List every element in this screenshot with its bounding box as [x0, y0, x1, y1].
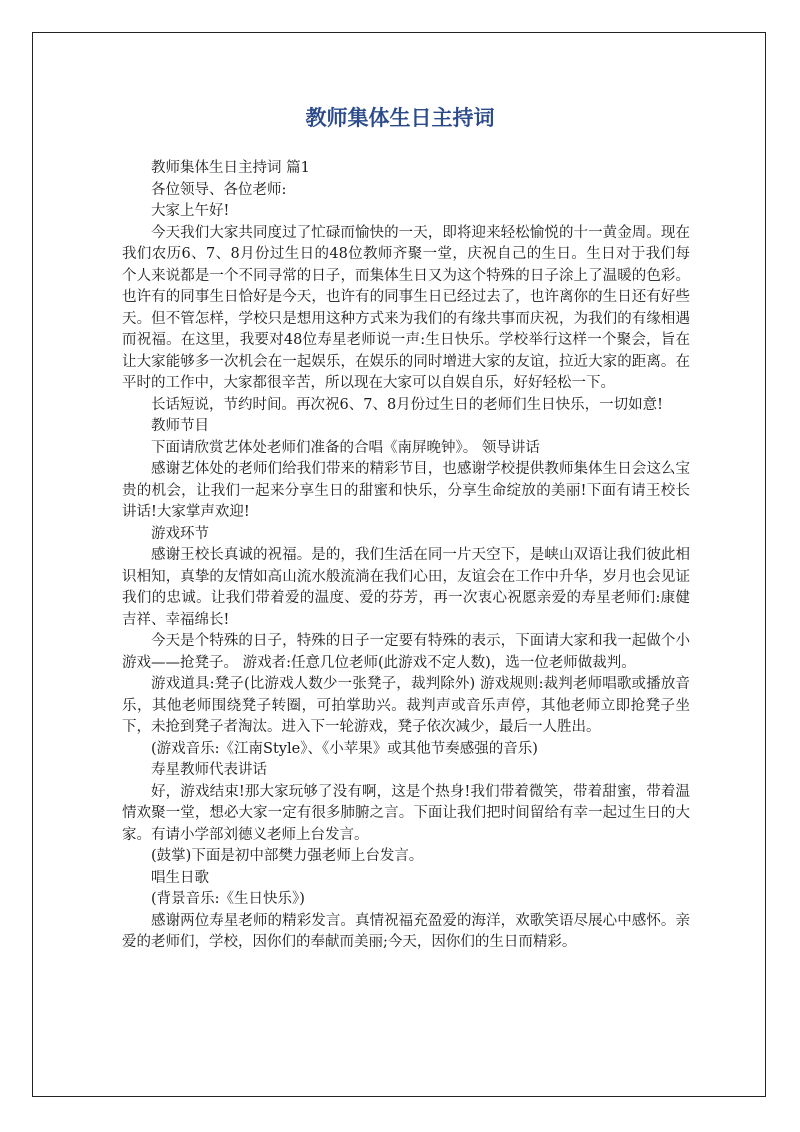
- subheading: 教师节目: [151, 418, 209, 434]
- body-paragraph: (游戏音乐:《江南Style》、《小苹果》或其他节奏感强的音乐): [151, 740, 538, 757]
- body-paragraph: 今天是个特殊的日子，特殊的日子一定要有特殊的表示，下面请大家和我一起做个小游戏——抢凳子。 游戏者:任意几位老师(此游戏不定人数)，选一位老师做裁判。: [122, 633, 690, 671]
- subheading: 寿星教师代表讲话: [151, 762, 267, 778]
- document-body: [122, 158, 690, 954]
- body-paragraph: 游戏道具:凳子(比游戏人数少一张凳子，裁判除外) 游戏规则:裁判老师唱歌或播放音乐，其他老师围绕凳子转圈，可拍掌助兴。裁判声或音乐声停，其他老师立即抢凳子坐下，未抢到凳子者淘汰。进入下一轮游戏，凳子依次减少，最后一人胜出。: [122, 676, 690, 735]
- subheading: 游戏环节: [151, 525, 209, 542]
- greeting-line: 各位领导、各位老师:: [151, 181, 287, 198]
- document-title: 教师集体生日主持词: [305, 105, 495, 130]
- body-paragraph: 好，游戏结束!那大家玩够了没有啊，这是个热身!我们带着微笑，带着甜蜜，带着温情欢聚一堂，想必大家一定有很多肺腑之言。下面让我们把时间留给有幸一起过生日的大家。有请小学部刘德义老师上台发言。: [122, 783, 690, 843]
- body-paragraph: 下面请欣赏艺体处老师们准备的合唱《南屏晚钟》。 领导讲话: [151, 439, 540, 456]
- body-paragraph: 长话短说，节约时间。再次祝6、7、8月份过生日的老师们生日快乐，一切如意!: [151, 396, 663, 413]
- subheading: 唱生日歌: [151, 869, 209, 886]
- body-paragraph: 感谢艺体处的老师们给我们带来的精彩节目，也感谢学校提供教师集体生日会这么宝贵的机会，让我们一起来分享生日的甜蜜和快乐，分享生命绽放的美丽!下面有请王校长讲话!大家掌声欢迎!: [122, 461, 690, 520]
- body-paragraph: (鼓掌)下面是初中部樊力强老师上台发言。: [151, 848, 424, 864]
- body-paragraph: 感谢王校长真诚的祝福。是的，我们生活在同一片天空下，是峡山双语让我们彼此相识相知，真挚的友情如高山流水般流淌在我们心田，友谊会在工作中升华，岁月也会见证我们的忠诚。让我们带着爱的温度、爱的芬芳，再一次衷心祝愿亲爱的寿星老师们:康健吉祥、幸福绵长!: [122, 547, 690, 628]
- greeting-line: 大家上午好!: [151, 203, 230, 219]
- body-paragraph: (背景音乐:《生日快乐》): [151, 891, 305, 907]
- body-paragraph: 感谢两位寿星老师的精彩发言。真情祝福充盈爱的海洋，欢歌笑语尽展心中感怀。亲爱的老师们，学校，因你们的奉献而美丽;今天，因你们的生日而精彩。: [122, 912, 690, 950]
- body-paragraph: 今天我们大家共同度过了忙碌而愉快的一天，即将迎来轻松愉悦的十一黄金周。现在我们农历6、7、8月份过生日的48位教师齐聚一堂，庆祝自己的生日。生日对于我们每个人来说都是一个不同寻常的日子，而集体生日又为这个特殊的日子涂上了温暖的色彩。也许有的同事生日恰好是今天，也许有的同事生日已经过去了，也许离你的生日还有好些天。但不管怎样，学校只是想用这种方式来为我们的有缘共事而庆祝，为我们的有缘相遇而祝福。在这里，我要对48位寿星老师说一声:生日快乐。学校举行这样一个聚会，旨在让大家能够多一次机会在一起娱乐，在娱乐的同时增进大家的友谊，拉近大家的距离。在平时的工作中，大家都很辛苦，所以现在大家可以自娱自乐，好好轻松一下。: [122, 224, 690, 391]
- section-heading: 教师集体生日主持词 篇1: [151, 160, 310, 176]
